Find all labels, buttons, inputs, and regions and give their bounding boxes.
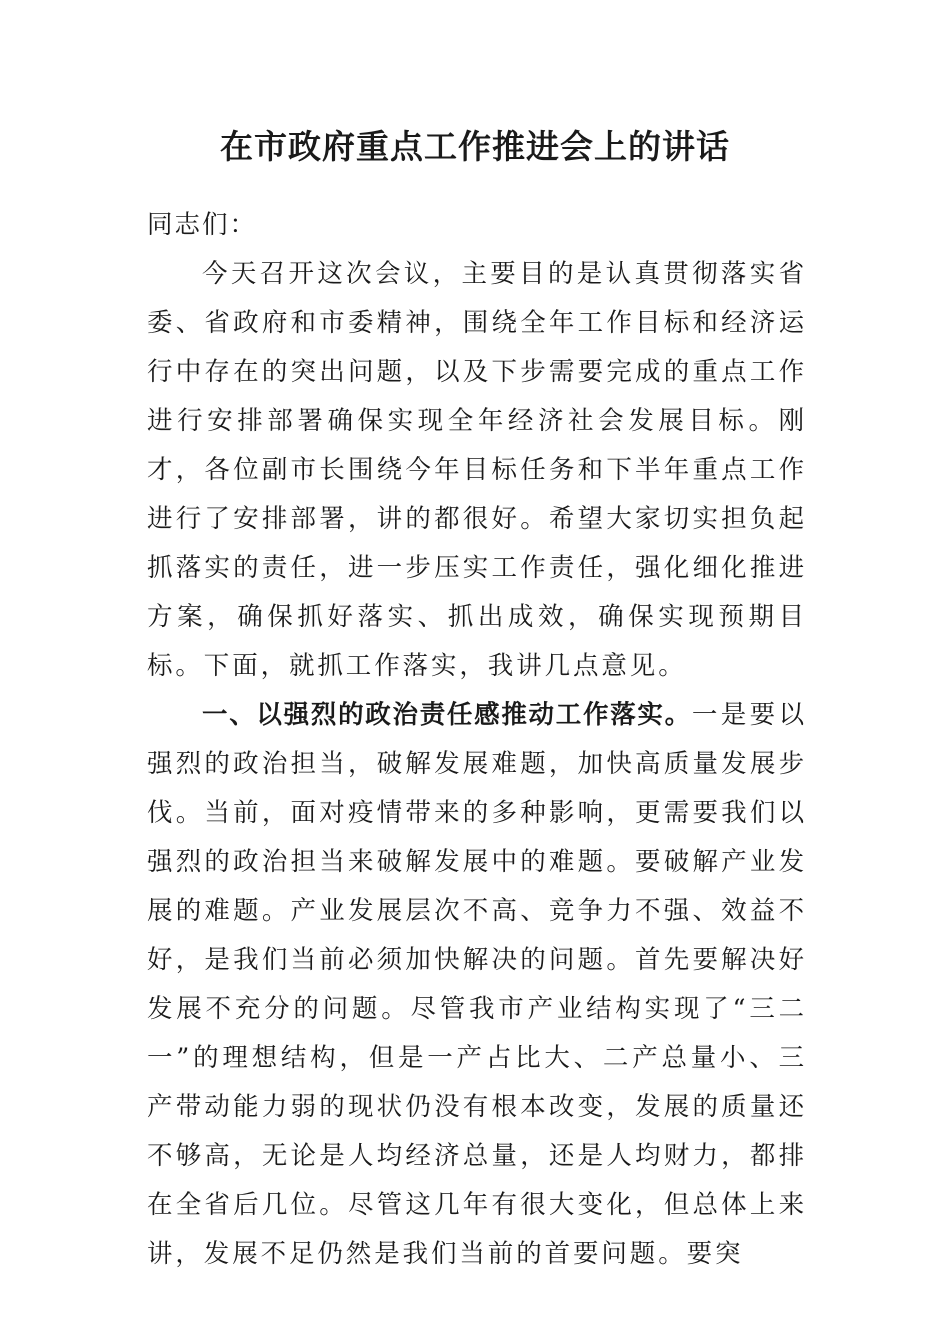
paragraph-opening: 今天召开这次会议，主要目的是认真贯彻落实省委、省政府和市委精神，围绕全年工作目标和经济运行中存在的突出问题，以及下步需要完成的重点工作进行安排部署确保实现全年经济社会发展目标。刚才，各位副市长围绕今年目标任务和下半年重点工作进行了安排部署，讲的都很好。希望大家切实担负起抓落实的责任，进一步压实工作责任，强化细化推进方案，确保抓好落实、抓出成效，确保实现预期目标。下面，就抓工作落实，我讲几点意见。	[147, 259, 807, 681]
section-1-text: 一是要以强烈的政治担当，破解发展难题，加快高质量发展步伐。当前，面对疫情带来的多种影响，更需要我们以强烈的政治担当来破解发展中的难题。要破解产业发展的难题。产业发展层次不高、竞争力不强、效益不好，是我们当前必须加快解决的问题。首先要解决好发展不充分的问题。尽管我市产业结构实现了“三二一”的理想结构，但是一产占比大、二产总量小、三产带动能力弱的现状仍没有根本改变，发展的质量还不够高，无论是人均经济总量，还是人均财力，都排在全省后几位。尽管这几年有很大变化，但总体上来讲，发展不足仍然是我们当前的首要问题。要突	[147, 700, 807, 1269]
section-1-heading: 一、以强烈的政治责任感推动工作落实。	[202, 700, 692, 730]
document-title: 在市政府重点工作推进会上的讲话	[220, 127, 730, 166]
document-body	[147, 201, 807, 1279]
paragraph-section-1	[147, 691, 807, 1279]
salutation: 同志们：	[147, 210, 258, 240]
